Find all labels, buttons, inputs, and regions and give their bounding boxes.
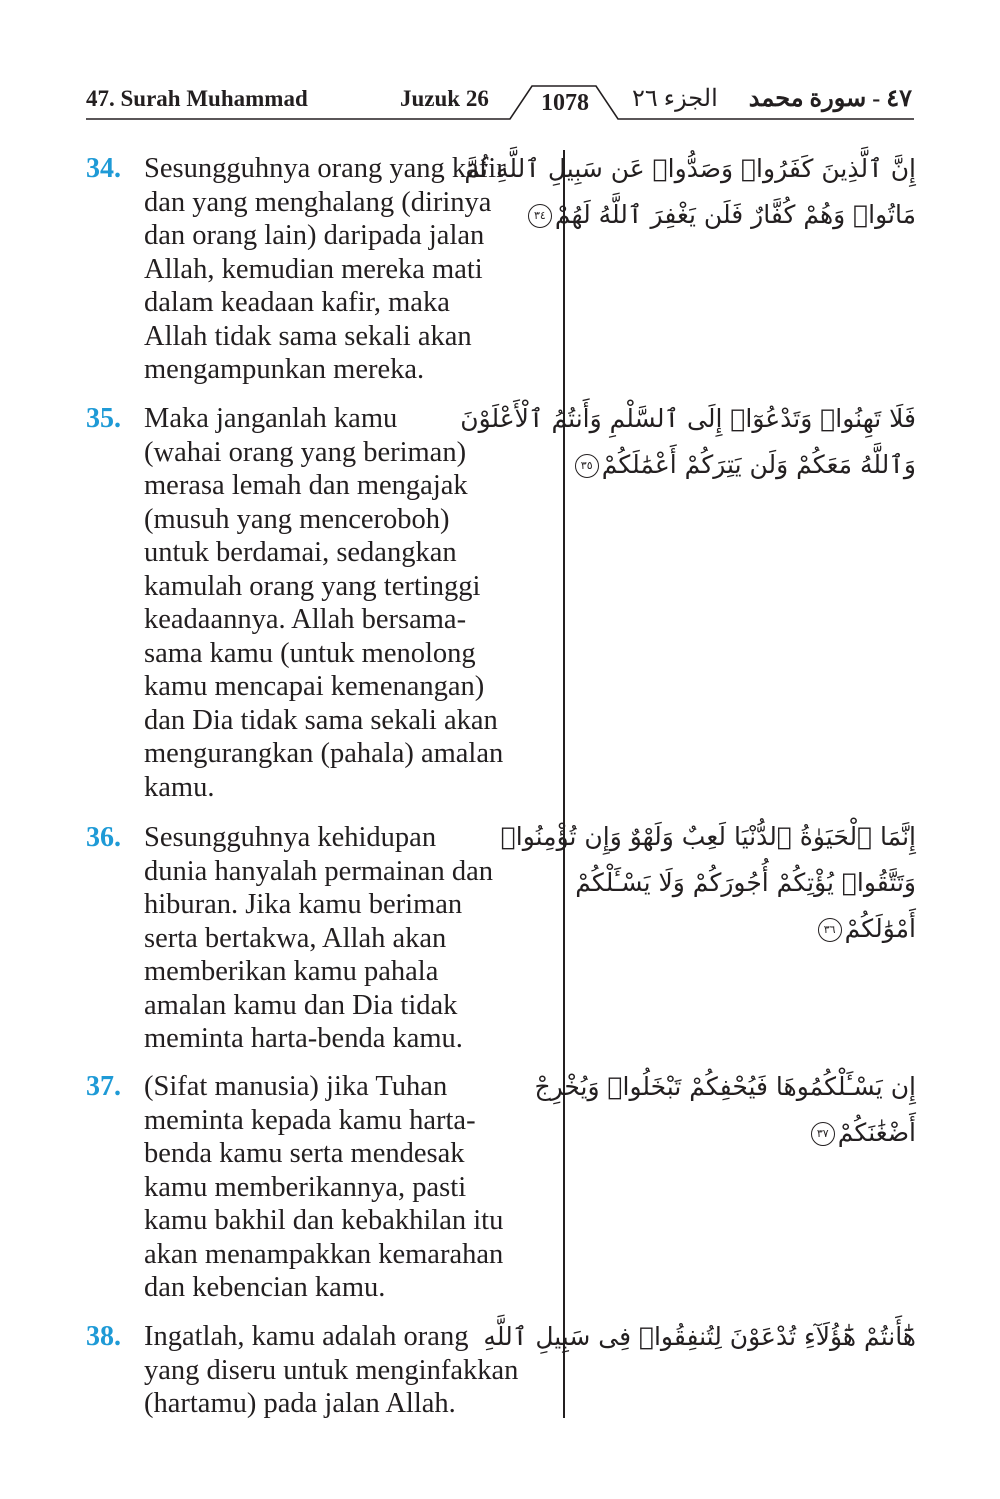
- verse-35-arabic: فَلَا تَهِنُوا۟ وَتَدْعُوٓا۟ إِلَى ٱلسَّلْمِ وَأَنتُمُ ٱلْأَعْلَوْنَ وَٱللَّهُ مَعَكُمْ وَلَن يَتِرَكُمْ أَعْمَٰلَكُمْ٣٥: [460, 404, 916, 479]
- verse-37-arabic: إِن يَسْـَٔلْكُمُوهَا فَيُحْفِكُمْ تَبْخَلُوا۟ وَيُخْرِجْ أَضْغَٰنَكُمْ٣٧: [534, 1072, 916, 1147]
- verse-translation: Ingatlah, kamu adalah orang yang diseru untuk menginfakkan (hartamu) pada jalan Allah.: [144, 1321, 519, 1419]
- page-header: [0, 0, 1000, 125]
- verse-translation: Sesungguhnya orang yang kafir dan yang menghalang (dirinya dan orang lain) daripada jalan Allah, kemudian mereka mati dalam keadaan kafir, maka Allah tidak sama sekali akan mengampunkan mereka.: [144, 153, 506, 385]
- juz-label-latin: Juzuk 26: [400, 86, 489, 111]
- ayah-end-marker: ٣٦: [818, 918, 842, 942]
- verse-translation: Sesungguhnya kehidupan dunia hanyalah permainan dan hiburan. Jika kamu beriman serta bertakwa, Allah akan memberikan kamu pahala amalan kamu dan Dia tidak meminta harta-benda kamu.: [144, 822, 493, 1054]
- verse-34-arabic: إِنَّ ٱلَّذِينَ كَفَرُوا۟ وَصَدُّوا۟ عَن سَبِيلِ ٱللَّهِ ثُمَّ مَاتُوا۟ وَهُمْ كُفَّارٌ فَلَن يَغْفِرَ ٱللَّهُ لَهُمْ٣٤: [464, 154, 916, 229]
- verse-number: 38.: [86, 1321, 121, 1352]
- verse-number: 35.: [86, 403, 121, 434]
- ayah-end-marker: ٣٤: [528, 204, 552, 228]
- page-number: 1078: [541, 90, 589, 116]
- verse-number: 34.: [86, 153, 121, 184]
- ayah-end-marker: ٣٥: [575, 454, 599, 478]
- surah-title-latin: 47. Surah Muhammad: [86, 86, 308, 111]
- verse-38-arabic: هَٰٓأَنتُمْ هَٰٓؤُلَآءِ تُدْعَوْنَ لِتُنفِقُوا۟ فِى سَبِيلِ ٱللَّهِ: [483, 1322, 916, 1351]
- verse-translation: Maka janganlah kamu (wahai orang yang beriman) merasa lemah dan mengajak (musuh yang menceroboh) untuk berdamai, sedangkan kamulah orang yang tertinggi keadaannya. Allah bersama- sama kamu (untuk menolong kamu mencapai kemenangan) dan Dia tidak sama sekali akan mengurangkan (pahala) amalan kamu.: [144, 403, 504, 803]
- juz-label-arabic: الجزء ٢٦: [632, 86, 718, 112]
- surah-title-arabic: ٤٧ - سورة محمد: [748, 86, 912, 112]
- verse-number: 37.: [86, 1071, 121, 1102]
- ayah-end-marker: ٣٧: [811, 1122, 835, 1146]
- verse-36-arabic: إِنَّمَا ٱلْحَيَوٰةُ ٱلدُّنْيَا لَعِبٌ وَلَهْوٌ وَإِن تُؤْمِنُوا۟ وَتَتَّقُوا۟ يُؤْتِكُمْ أُجُورَكُمْ وَلَا يَسْـَٔلْكُمْ أَمْوَٰلَكُمْ٣٦: [500, 822, 916, 943]
- verse-translation: (Sifat manusia) jika Tuhan meminta kepada kamu harta- benda kamu serta mendesak kamu memberikannya, pasti kamu bakhil dan kebakhilan itu akan menampakkan kemarahan dan kebencian kamu.: [144, 1071, 504, 1303]
- verse-number: 36.: [86, 822, 121, 853]
